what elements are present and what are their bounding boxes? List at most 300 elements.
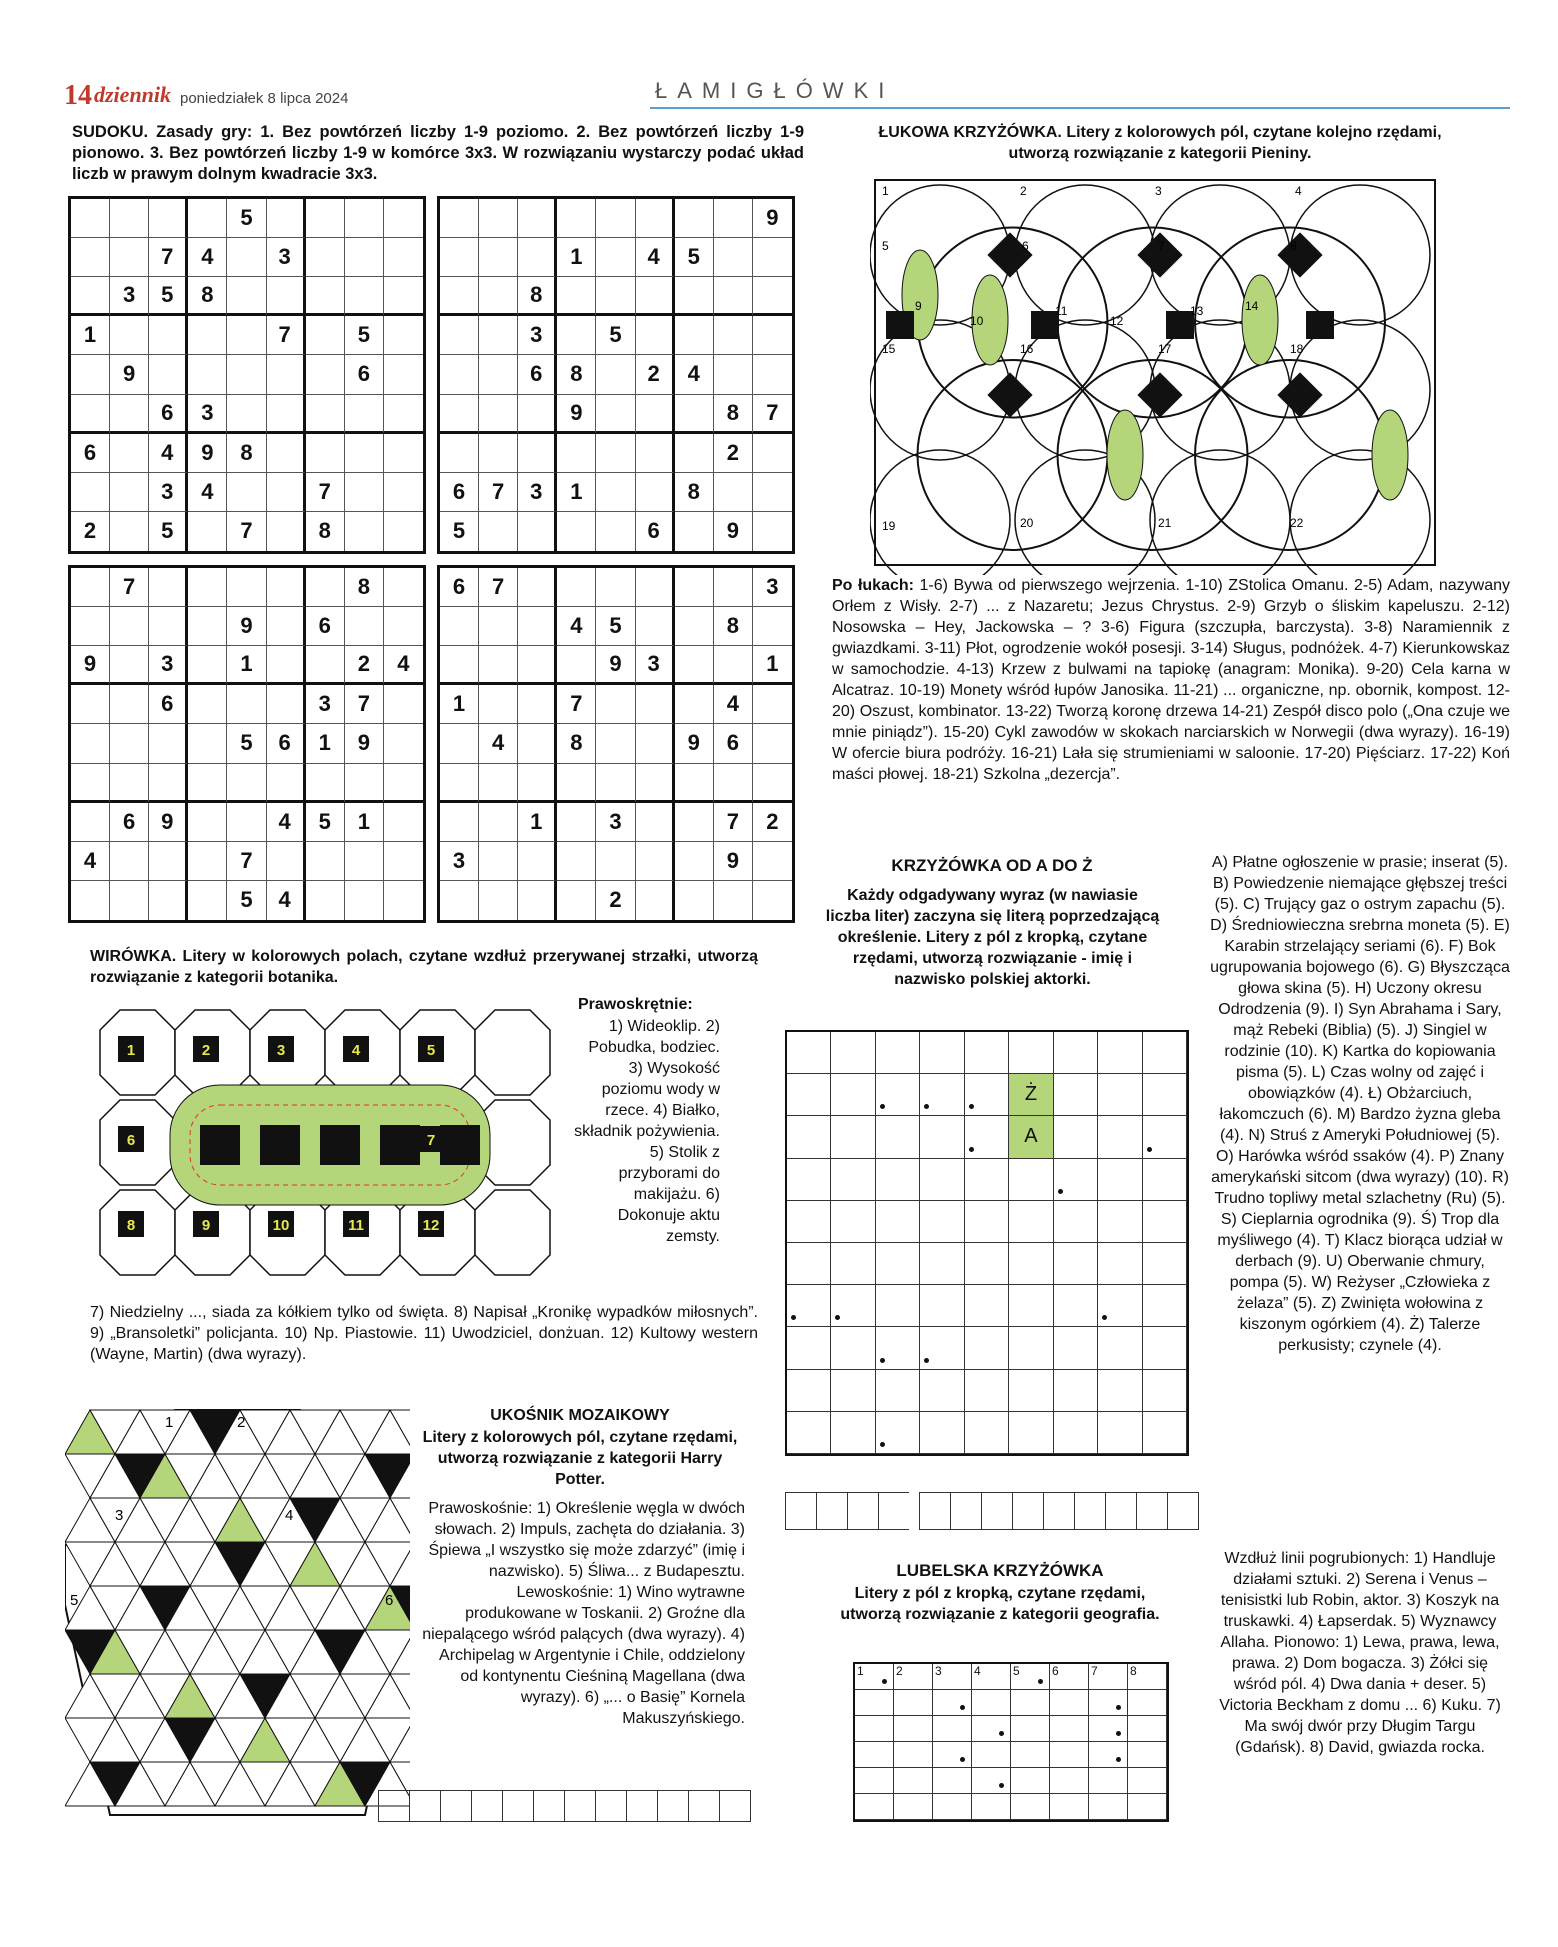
sudoku-cell[interactable] bbox=[479, 434, 518, 473]
sudoku-cell[interactable] bbox=[557, 842, 596, 881]
sudoku-cell[interactable]: 4 bbox=[714, 685, 753, 724]
sudoku-cell[interactable] bbox=[440, 355, 479, 394]
odaz-cell[interactable] bbox=[876, 1285, 920, 1327]
odaz-cell[interactable] bbox=[965, 1074, 1009, 1116]
lubelska-cell[interactable] bbox=[1050, 1716, 1089, 1742]
sudoku-cell[interactable] bbox=[675, 277, 714, 316]
odaz-cell[interactable] bbox=[787, 1327, 831, 1369]
odaz-cell[interactable] bbox=[920, 1412, 964, 1454]
odaz-cell[interactable] bbox=[1143, 1370, 1187, 1412]
sudoku-cell[interactable] bbox=[71, 607, 110, 646]
odaz-cell[interactable] bbox=[1098, 1370, 1142, 1412]
odaz-cell[interactable] bbox=[1098, 1074, 1142, 1116]
sudoku-cell[interactable] bbox=[227, 316, 266, 355]
sudoku-cell[interactable]: 7 bbox=[753, 395, 792, 434]
sudoku-cell[interactable] bbox=[675, 568, 714, 607]
sudoku-cell[interactable] bbox=[596, 473, 635, 512]
sudoku-cell[interactable] bbox=[479, 199, 518, 238]
sudoku-cell[interactable] bbox=[636, 764, 675, 803]
lubelska-cell[interactable] bbox=[855, 1690, 894, 1716]
sudoku-cell[interactable] bbox=[345, 607, 384, 646]
sudoku-cell[interactable]: 6 bbox=[440, 473, 479, 512]
ukosnik-answer-cell[interactable] bbox=[657, 1790, 688, 1822]
lubelska-cell[interactable] bbox=[1011, 1690, 1050, 1716]
lubelska-cell[interactable] bbox=[855, 1664, 894, 1690]
sudoku-cell[interactable]: 5 bbox=[596, 607, 635, 646]
sudoku-cell[interactable] bbox=[753, 607, 792, 646]
odaz-cell[interactable] bbox=[1098, 1412, 1142, 1454]
sudoku-cell[interactable]: 9 bbox=[557, 395, 596, 434]
odaz-cell[interactable] bbox=[965, 1159, 1009, 1201]
sudoku-cell[interactable] bbox=[306, 355, 345, 394]
sudoku-cell[interactable]: 6 bbox=[714, 724, 753, 763]
odaz-cell[interactable] bbox=[787, 1285, 831, 1327]
sudoku-cell[interactable] bbox=[518, 881, 557, 920]
sudoku-cell[interactable]: 3 bbox=[636, 646, 675, 685]
sudoku-cell[interactable] bbox=[267, 473, 306, 512]
odaz-cell[interactable] bbox=[831, 1201, 875, 1243]
odaz-cell[interactable] bbox=[831, 1370, 875, 1412]
lubelska-cell[interactable] bbox=[1089, 1768, 1128, 1794]
sudoku-cell[interactable] bbox=[110, 199, 149, 238]
sudoku-cell[interactable] bbox=[71, 881, 110, 920]
sudoku-cell[interactable] bbox=[518, 764, 557, 803]
lubelska-cell[interactable] bbox=[1128, 1768, 1167, 1794]
sudoku-cell[interactable] bbox=[675, 512, 714, 551]
sudoku-cell[interactable] bbox=[384, 881, 423, 920]
sudoku-cell[interactable]: 2 bbox=[596, 881, 635, 920]
lubelska-cell[interactable] bbox=[972, 1690, 1011, 1716]
sudoku-cell[interactable]: 7 bbox=[306, 473, 345, 512]
ukosnik-answer-cell[interactable] bbox=[471, 1790, 502, 1822]
sudoku-cell[interactable] bbox=[306, 881, 345, 920]
lubelska-cell[interactable] bbox=[855, 1794, 894, 1820]
sudoku-cell[interactable] bbox=[188, 568, 227, 607]
sudoku-cell[interactable]: 4 bbox=[479, 724, 518, 763]
sudoku-cell[interactable] bbox=[345, 473, 384, 512]
sudoku-cell[interactable] bbox=[227, 277, 266, 316]
odaz-cell[interactable] bbox=[920, 1201, 964, 1243]
sudoku-cell[interactable]: 8 bbox=[557, 355, 596, 394]
sudoku-cell[interactable] bbox=[636, 881, 675, 920]
sudoku-cell[interactable] bbox=[188, 881, 227, 920]
lubelska-cell[interactable] bbox=[1050, 1690, 1089, 1716]
sudoku-cell[interactable] bbox=[149, 764, 188, 803]
ukosnik-answer-cell[interactable] bbox=[626, 1790, 657, 1822]
sudoku-cell[interactable] bbox=[479, 842, 518, 881]
sudoku-cell[interactable] bbox=[636, 607, 675, 646]
sudoku-cell[interactable] bbox=[714, 881, 753, 920]
sudoku-cell[interactable] bbox=[267, 434, 306, 473]
sudoku-cell[interactable] bbox=[306, 764, 345, 803]
sudoku-cell[interactable] bbox=[557, 316, 596, 355]
lubelska-cell[interactable] bbox=[1089, 1794, 1128, 1820]
odaz-cell[interactable] bbox=[920, 1370, 964, 1412]
sudoku-cell[interactable] bbox=[596, 512, 635, 551]
sudoku-cell[interactable] bbox=[227, 685, 266, 724]
odaz-cell[interactable] bbox=[876, 1370, 920, 1412]
lubelska-cell[interactable] bbox=[1089, 1664, 1128, 1690]
sudoku-cell[interactable] bbox=[518, 568, 557, 607]
odaz-cell[interactable] bbox=[876, 1201, 920, 1243]
sudoku-cell[interactable] bbox=[753, 881, 792, 920]
sudoku-cell[interactable] bbox=[518, 238, 557, 277]
sudoku-cell[interactable] bbox=[675, 316, 714, 355]
sudoku-cell[interactable] bbox=[110, 434, 149, 473]
odaz-cell[interactable] bbox=[1009, 1201, 1053, 1243]
odaz-answer-cell[interactable] bbox=[1136, 1492, 1167, 1530]
sudoku-cell[interactable] bbox=[753, 764, 792, 803]
sudoku-cell[interactable] bbox=[188, 607, 227, 646]
lubelska-cell[interactable] bbox=[894, 1690, 933, 1716]
sudoku-cell[interactable] bbox=[306, 395, 345, 434]
sudoku-cell[interactable]: 3 bbox=[440, 842, 479, 881]
sudoku-cell[interactable]: 8 bbox=[557, 724, 596, 763]
sudoku-cell[interactable] bbox=[227, 238, 266, 277]
sudoku-cell[interactable] bbox=[227, 473, 266, 512]
sudoku-cell[interactable] bbox=[518, 512, 557, 551]
sudoku-cell[interactable] bbox=[345, 434, 384, 473]
wirowka-puzzle[interactable] bbox=[90, 1000, 570, 1300]
sudoku-cell[interactable]: 9 bbox=[596, 646, 635, 685]
lubelska-cell[interactable] bbox=[1050, 1768, 1089, 1794]
lubelska-cell[interactable] bbox=[1089, 1742, 1128, 1768]
odaz-cell[interactable] bbox=[965, 1116, 1009, 1158]
sudoku-cell[interactable] bbox=[753, 724, 792, 763]
odaz-cell[interactable] bbox=[1098, 1243, 1142, 1285]
sudoku-cell[interactable]: 3 bbox=[518, 316, 557, 355]
sudoku-cell[interactable] bbox=[384, 568, 423, 607]
sudoku-cell[interactable] bbox=[675, 395, 714, 434]
odaz-cell[interactable] bbox=[1098, 1201, 1142, 1243]
sudoku-cell[interactable] bbox=[384, 685, 423, 724]
sudoku-cell[interactable] bbox=[267, 199, 306, 238]
sudoku-cell[interactable]: 3 bbox=[149, 473, 188, 512]
sudoku-cell[interactable]: 1 bbox=[753, 646, 792, 685]
sudoku-cell[interactable]: 3 bbox=[110, 277, 149, 316]
sudoku-cell[interactable]: 9 bbox=[149, 803, 188, 842]
odaz-cell[interactable] bbox=[787, 1159, 831, 1201]
odaz-cell[interactable] bbox=[1143, 1116, 1187, 1158]
sudoku-cell[interactable] bbox=[110, 842, 149, 881]
lubelska-cell[interactable] bbox=[1050, 1664, 1089, 1690]
sudoku-cell[interactable] bbox=[675, 842, 714, 881]
odaz-cell[interactable] bbox=[1098, 1116, 1142, 1158]
sudoku-cell[interactable]: 5 bbox=[227, 881, 266, 920]
ukosnik-answer-cell[interactable] bbox=[719, 1790, 751, 1822]
odaz-cell[interactable] bbox=[876, 1327, 920, 1369]
odaz-cell[interactable] bbox=[920, 1074, 964, 1116]
sudoku-cell[interactable] bbox=[227, 568, 266, 607]
sudoku-cell[interactable]: 3 bbox=[518, 473, 557, 512]
lubelska-cell[interactable] bbox=[972, 1794, 1011, 1820]
sudoku-cell[interactable] bbox=[479, 238, 518, 277]
lubelska-cell[interactable] bbox=[1089, 1716, 1128, 1742]
sudoku-cell[interactable] bbox=[714, 355, 753, 394]
odaz-answer-cell[interactable] bbox=[1105, 1492, 1136, 1530]
sudoku-cell[interactable]: 5 bbox=[440, 512, 479, 551]
odaz-answer-cell[interactable] bbox=[919, 1492, 950, 1530]
lubelska-cell[interactable] bbox=[933, 1664, 972, 1690]
lubelska-cell[interactable] bbox=[1128, 1664, 1167, 1690]
sudoku-cell[interactable] bbox=[479, 355, 518, 394]
odaz-answer-row[interactable] bbox=[785, 1492, 1199, 1530]
sudoku-cell[interactable] bbox=[440, 764, 479, 803]
sudoku-cell[interactable]: 6 bbox=[440, 568, 479, 607]
sudoku-cell[interactable]: 9 bbox=[71, 646, 110, 685]
sudoku-cell[interactable]: 1 bbox=[518, 803, 557, 842]
odaz-answer-cell[interactable] bbox=[1043, 1492, 1074, 1530]
odaz-answer-cell[interactable] bbox=[785, 1492, 816, 1530]
ukosnik-answer-row[interactable] bbox=[378, 1790, 751, 1822]
sudoku-cell[interactable]: 6 bbox=[345, 355, 384, 394]
sudoku-cell[interactable]: 7 bbox=[227, 512, 266, 551]
sudoku-cell[interactable] bbox=[149, 316, 188, 355]
odaz-cell[interactable] bbox=[1098, 1159, 1142, 1201]
sudoku-cell[interactable]: 8 bbox=[306, 512, 345, 551]
sudoku-cell[interactable]: 6 bbox=[636, 512, 675, 551]
sudoku-cell[interactable] bbox=[714, 646, 753, 685]
odaz-cell[interactable] bbox=[831, 1327, 875, 1369]
sudoku-grid-1[interactable] bbox=[68, 196, 426, 554]
lubelska-cell[interactable] bbox=[855, 1768, 894, 1794]
sudoku-cell[interactable] bbox=[110, 473, 149, 512]
lubelska-cell[interactable] bbox=[972, 1716, 1011, 1742]
odaz-cell[interactable] bbox=[965, 1327, 1009, 1369]
sudoku-cell[interactable]: 4 bbox=[636, 238, 675, 277]
odaz-cell[interactable] bbox=[965, 1032, 1009, 1074]
sudoku-cell[interactable] bbox=[479, 512, 518, 551]
sudoku-cell[interactable]: 9 bbox=[110, 355, 149, 394]
ukosnik-answer-cell[interactable] bbox=[440, 1790, 471, 1822]
sudoku-cell[interactable] bbox=[384, 473, 423, 512]
lubelska-cell[interactable] bbox=[1050, 1742, 1089, 1768]
odaz-cell[interactable] bbox=[965, 1243, 1009, 1285]
sudoku-cell[interactable]: 6 bbox=[149, 685, 188, 724]
odaz-cell[interactable] bbox=[1054, 1116, 1098, 1158]
sudoku-cell[interactable] bbox=[306, 434, 345, 473]
sudoku-cell[interactable] bbox=[636, 842, 675, 881]
sudoku-cell[interactable] bbox=[71, 764, 110, 803]
sudoku-cell[interactable] bbox=[267, 685, 306, 724]
sudoku-cell[interactable] bbox=[440, 646, 479, 685]
sudoku-cell[interactable] bbox=[110, 764, 149, 803]
sudoku-cell[interactable] bbox=[557, 568, 596, 607]
sudoku-cell[interactable] bbox=[110, 395, 149, 434]
sudoku-cell[interactable] bbox=[267, 355, 306, 394]
sudoku-cell[interactable]: 9 bbox=[714, 512, 753, 551]
sudoku-cell[interactable] bbox=[753, 434, 792, 473]
sudoku-cell[interactable] bbox=[227, 764, 266, 803]
sudoku-cell[interactable] bbox=[675, 764, 714, 803]
odaz-answer-cell[interactable] bbox=[847, 1492, 878, 1530]
sudoku-cell[interactable] bbox=[753, 512, 792, 551]
ukosnik-answer-cell[interactable] bbox=[502, 1790, 533, 1822]
odaz-answer-cell[interactable] bbox=[878, 1492, 909, 1530]
sudoku-cell[interactable]: 5 bbox=[227, 199, 266, 238]
sudoku-cell[interactable]: 1 bbox=[557, 473, 596, 512]
odaz-answer-cell[interactable] bbox=[1167, 1492, 1199, 1530]
sudoku-cell[interactable] bbox=[596, 277, 635, 316]
sudoku-cell[interactable]: 4 bbox=[188, 473, 227, 512]
lubelska-cell[interactable] bbox=[1011, 1742, 1050, 1768]
sudoku-cell[interactable] bbox=[675, 803, 714, 842]
sudoku-cell[interactable] bbox=[267, 607, 306, 646]
odaz-cell[interactable] bbox=[965, 1370, 1009, 1412]
sudoku-cell[interactable] bbox=[557, 512, 596, 551]
odaz-cell[interactable] bbox=[876, 1032, 920, 1074]
sudoku-cell[interactable] bbox=[636, 473, 675, 512]
sudoku-cell[interactable] bbox=[636, 434, 675, 473]
sudoku-cell[interactable] bbox=[306, 842, 345, 881]
odaz-cell[interactable] bbox=[787, 1412, 831, 1454]
sudoku-cell[interactable] bbox=[753, 473, 792, 512]
odaz-cell[interactable] bbox=[1098, 1327, 1142, 1369]
odaz-cell[interactable] bbox=[920, 1243, 964, 1285]
sudoku-cell[interactable] bbox=[596, 764, 635, 803]
sudoku-cell[interactable] bbox=[753, 842, 792, 881]
sudoku-cell[interactable] bbox=[71, 724, 110, 763]
sudoku-cell[interactable]: 9 bbox=[227, 607, 266, 646]
sudoku-cell[interactable]: 3 bbox=[188, 395, 227, 434]
odaz-cell[interactable] bbox=[1143, 1201, 1187, 1243]
sudoku-cell[interactable] bbox=[384, 724, 423, 763]
odaz-cell[interactable] bbox=[1009, 1285, 1053, 1327]
lubelska-cell[interactable] bbox=[933, 1794, 972, 1820]
sudoku-cell[interactable]: 7 bbox=[267, 316, 306, 355]
sudoku-cell[interactable] bbox=[596, 199, 635, 238]
sudoku-cell[interactable] bbox=[753, 355, 792, 394]
sudoku-cell[interactable] bbox=[675, 434, 714, 473]
sudoku-cell[interactable] bbox=[71, 355, 110, 394]
sudoku-cell[interactable] bbox=[518, 724, 557, 763]
ukosnik-answer-cell[interactable] bbox=[409, 1790, 440, 1822]
lubelska-cell[interactable] bbox=[1011, 1794, 1050, 1820]
sudoku-cell[interactable] bbox=[675, 646, 714, 685]
sudoku-cell[interactable] bbox=[384, 355, 423, 394]
sudoku-cell[interactable] bbox=[71, 473, 110, 512]
ukosnik-answer-cell[interactable] bbox=[595, 1790, 626, 1822]
lubelska-cell[interactable] bbox=[855, 1742, 894, 1768]
sudoku-cell[interactable] bbox=[149, 607, 188, 646]
sudoku-cell[interactable] bbox=[384, 277, 423, 316]
sudoku-cell[interactable]: 7 bbox=[557, 685, 596, 724]
odaz-cell[interactable] bbox=[965, 1201, 1009, 1243]
odaz-cell[interactable] bbox=[787, 1032, 831, 1074]
sudoku-cell[interactable]: 5 bbox=[149, 512, 188, 551]
sudoku-cell[interactable]: 4 bbox=[557, 607, 596, 646]
lubelska-cell[interactable] bbox=[1011, 1716, 1050, 1742]
sudoku-cell[interactable] bbox=[753, 238, 792, 277]
sudoku-cell[interactable] bbox=[518, 607, 557, 646]
lubelska-cell[interactable] bbox=[1128, 1794, 1167, 1820]
sudoku-cell[interactable] bbox=[384, 512, 423, 551]
lubelska-cell[interactable] bbox=[894, 1664, 933, 1690]
odaz-cell[interactable] bbox=[1054, 1412, 1098, 1454]
odaz-cell[interactable] bbox=[1054, 1327, 1098, 1369]
odaz-cell[interactable] bbox=[831, 1116, 875, 1158]
lubelska-cell[interactable] bbox=[894, 1742, 933, 1768]
sudoku-cell[interactable]: 7 bbox=[345, 685, 384, 724]
odaz-cell[interactable] bbox=[831, 1032, 875, 1074]
sudoku-cell[interactable]: 8 bbox=[188, 277, 227, 316]
odaz-cell[interactable] bbox=[1054, 1285, 1098, 1327]
sudoku-cell[interactable]: 4 bbox=[149, 434, 188, 473]
sudoku-cell[interactable] bbox=[188, 842, 227, 881]
sudoku-cell[interactable] bbox=[440, 277, 479, 316]
sudoku-cell[interactable] bbox=[110, 646, 149, 685]
sudoku-cell[interactable]: 6 bbox=[306, 607, 345, 646]
odaz-cell[interactable] bbox=[1054, 1243, 1098, 1285]
sudoku-cell[interactable] bbox=[267, 764, 306, 803]
lubelska-cell[interactable] bbox=[894, 1716, 933, 1742]
lubelska-cell[interactable] bbox=[894, 1768, 933, 1794]
sudoku-cell[interactable] bbox=[479, 316, 518, 355]
sudoku-cell[interactable] bbox=[384, 803, 423, 842]
sudoku-grid-4[interactable] bbox=[437, 565, 795, 923]
sudoku-cell[interactable] bbox=[345, 238, 384, 277]
odaz-cell[interactable] bbox=[876, 1116, 920, 1158]
sudoku-cell[interactable] bbox=[110, 724, 149, 763]
sudoku-cell[interactable] bbox=[557, 646, 596, 685]
odaz-cell[interactable] bbox=[1143, 1159, 1187, 1201]
sudoku-cell[interactable] bbox=[714, 316, 753, 355]
sudoku-cell[interactable]: 4 bbox=[384, 646, 423, 685]
lubelska-cell[interactable] bbox=[933, 1768, 972, 1794]
sudoku-cell[interactable]: 1 bbox=[306, 724, 345, 763]
sudoku-cell[interactable]: 6 bbox=[518, 355, 557, 394]
sudoku-cell[interactable] bbox=[518, 395, 557, 434]
ukosnik-answer-cell[interactable] bbox=[533, 1790, 564, 1822]
odaz-cell[interactable] bbox=[1054, 1074, 1098, 1116]
odaz-cell[interactable] bbox=[1009, 1159, 1053, 1201]
sudoku-cell[interactable]: 5 bbox=[149, 277, 188, 316]
sudoku-cell[interactable]: 7 bbox=[110, 568, 149, 607]
sudoku-cell[interactable] bbox=[440, 803, 479, 842]
sudoku-cell[interactable] bbox=[188, 724, 227, 763]
odaz-cell[interactable] bbox=[1143, 1412, 1187, 1454]
lubelska-cell[interactable] bbox=[1128, 1716, 1167, 1742]
sudoku-cell[interactable] bbox=[440, 434, 479, 473]
sudoku-cell[interactable] bbox=[636, 568, 675, 607]
sudoku-cell[interactable] bbox=[267, 277, 306, 316]
sudoku-cell[interactable] bbox=[440, 881, 479, 920]
sudoku-cell[interactable] bbox=[479, 764, 518, 803]
lukowa-puzzle[interactable] bbox=[870, 175, 1440, 575]
sudoku-cell[interactable] bbox=[110, 512, 149, 551]
sudoku-cell[interactable]: 4 bbox=[71, 842, 110, 881]
sudoku-cell[interactable] bbox=[71, 238, 110, 277]
sudoku-cell[interactable]: 8 bbox=[714, 395, 753, 434]
odaz-cell[interactable] bbox=[787, 1370, 831, 1412]
sudoku-cell[interactable]: 2 bbox=[753, 803, 792, 842]
sudoku-cell[interactable]: 2 bbox=[345, 646, 384, 685]
sudoku-cell[interactable]: 8 bbox=[675, 473, 714, 512]
sudoku-cell[interactable] bbox=[267, 842, 306, 881]
odaz-cell[interactable] bbox=[1143, 1327, 1187, 1369]
sudoku-cell[interactable]: 9 bbox=[753, 199, 792, 238]
odaz-cell[interactable] bbox=[920, 1159, 964, 1201]
sudoku-cell[interactable] bbox=[188, 803, 227, 842]
sudoku-cell[interactable] bbox=[557, 434, 596, 473]
sudoku-cell[interactable]: 8 bbox=[345, 568, 384, 607]
lubelska-cell[interactable] bbox=[855, 1716, 894, 1742]
lubelska-cell[interactable] bbox=[1128, 1690, 1167, 1716]
sudoku-cell[interactable]: 5 bbox=[227, 724, 266, 763]
sudoku-cell[interactable] bbox=[188, 764, 227, 803]
sudoku-cell[interactable] bbox=[384, 395, 423, 434]
sudoku-cell[interactable]: 3 bbox=[149, 646, 188, 685]
